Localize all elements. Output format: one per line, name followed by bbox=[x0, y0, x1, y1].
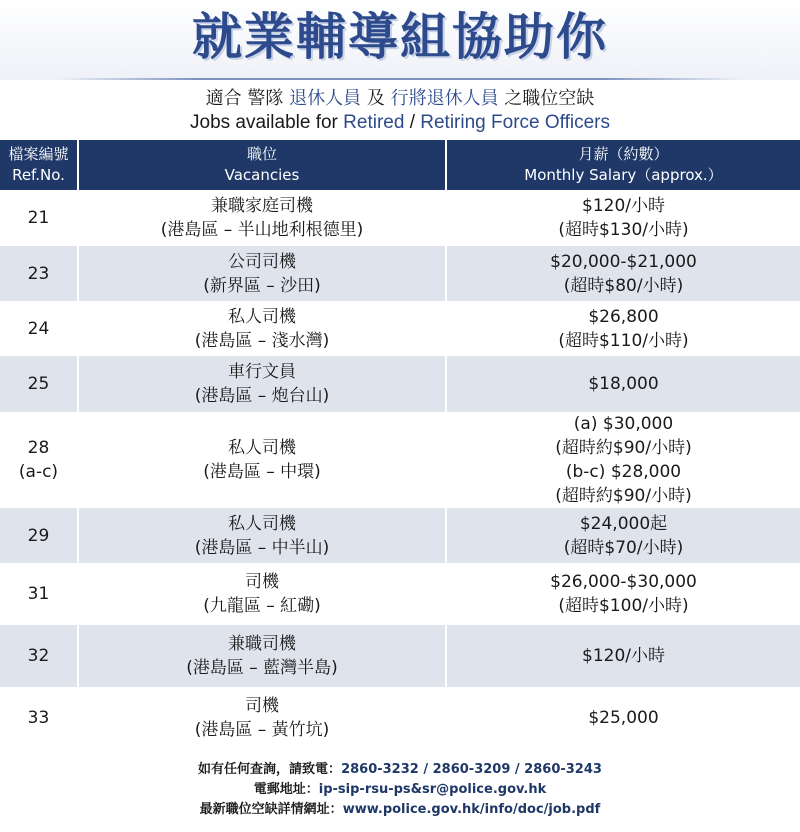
salary-cell bbox=[446, 687, 800, 749]
vacancy-line: 私人司機 bbox=[228, 306, 296, 327]
table-row bbox=[0, 246, 800, 301]
salary-cell bbox=[446, 301, 800, 356]
footer-email-label: 電郵地址： bbox=[253, 782, 319, 797]
ref-line: 31 bbox=[27, 584, 50, 604]
header-ref bbox=[0, 140, 78, 190]
salary-line: (超時$100/小時) bbox=[558, 596, 689, 616]
subtitle-en-retiring: Retiring Force Officers bbox=[420, 112, 610, 133]
ref-line: 29 bbox=[27, 525, 50, 546]
header-ref-cn: 檔案編號 bbox=[8, 145, 69, 163]
ref-cell bbox=[0, 563, 78, 625]
subtitle-cn-retired: 退休人員 bbox=[289, 88, 362, 109]
salary-line: $26,800 bbox=[588, 306, 659, 327]
vacancy-cell bbox=[78, 246, 446, 301]
salary-line: $25,000 bbox=[588, 708, 659, 728]
salary-line: (超時$110/小時) bbox=[558, 330, 689, 351]
salary-line: (超時$70/小時) bbox=[563, 537, 684, 558]
footer-url-link[interactable]: www.police.gov.hk/info/doc/job.pdf bbox=[342, 802, 601, 817]
footer-email-value[interactable]: ip-sip-rsu-ps&sr@police.gov.hk bbox=[318, 782, 547, 797]
header-vacancy-en: Vacancies bbox=[224, 166, 300, 184]
vacancy-line: 公司司機 bbox=[228, 251, 296, 272]
footer-phone-label: 如有任何查詢，請致電： bbox=[198, 762, 342, 777]
ref-cell bbox=[0, 625, 78, 687]
ref-line: 21 bbox=[27, 208, 50, 228]
header-vacancy bbox=[78, 140, 446, 190]
salary-line: $24,000起 bbox=[579, 513, 668, 534]
subtitle-en-retired: Retired bbox=[343, 112, 405, 133]
vacancy-line: (港島區 – 中環) bbox=[203, 462, 321, 482]
vacancy-line: (港島區 – 淺水灣) bbox=[194, 330, 330, 351]
subtitle-cn-mid: 及 bbox=[361, 88, 391, 109]
vacancy-line: 兼職司機 bbox=[228, 634, 296, 654]
salary-line: (超時$80/小時) bbox=[563, 275, 684, 296]
vacancy-line: 私人司機 bbox=[228, 438, 296, 458]
salary-cell bbox=[446, 625, 800, 687]
table-row bbox=[0, 412, 800, 508]
vacancy-line: 司機 bbox=[245, 572, 279, 592]
contact-footer bbox=[0, 760, 800, 820]
subtitle-chinese bbox=[0, 86, 800, 112]
footer-email-line bbox=[0, 780, 800, 800]
vacancy-line: (港島區 – 藍灣半島) bbox=[186, 658, 338, 678]
subtitle-cn-prefix: 適合 警隊 bbox=[205, 88, 290, 109]
ref-line: 28 bbox=[27, 438, 50, 458]
salary-line: $120/小時 bbox=[582, 646, 665, 666]
table-body bbox=[0, 190, 800, 749]
header-salary-en: Monthly Salary（approx.） bbox=[524, 166, 723, 184]
subtitle-english bbox=[0, 110, 800, 136]
table-header-row bbox=[0, 140, 800, 190]
title-divider bbox=[60, 78, 740, 80]
vacancy-cell bbox=[78, 625, 446, 687]
vacancy-cell bbox=[78, 508, 446, 563]
vacancy-table bbox=[0, 140, 800, 749]
vacancy-line: (港島區 – 半山地利根德里) bbox=[160, 220, 364, 240]
footer-phone-line bbox=[0, 760, 800, 780]
vacancy-cell bbox=[78, 412, 446, 508]
header-salary-cn: 月薪（約數） bbox=[578, 145, 669, 163]
vacancy-line: 司機 bbox=[245, 696, 279, 716]
table-row bbox=[0, 356, 800, 412]
salary-line: (b-c) $28,000 bbox=[565, 462, 682, 482]
vacancy-line: (港島區 – 炮台山) bbox=[194, 386, 330, 406]
ref-line: 24 bbox=[27, 318, 50, 339]
subtitle-en-sep: / bbox=[404, 112, 421, 133]
salary-line: (超時約$90/小時) bbox=[555, 486, 692, 506]
vacancy-cell bbox=[78, 356, 446, 412]
vacancy-line: (港島區 – 黃竹坑) bbox=[194, 720, 330, 740]
salary-cell bbox=[446, 563, 800, 625]
vacancy-line: (新界區 – 沙田) bbox=[203, 275, 321, 296]
ref-cell bbox=[0, 301, 78, 356]
vacancy-line: (九龍區 – 紅磡) bbox=[203, 596, 321, 616]
ref-line: 23 bbox=[27, 263, 50, 284]
vacancy-line: (港島區 – 中半山) bbox=[194, 537, 330, 558]
salary-cell bbox=[446, 508, 800, 563]
vacancy-line: 兼職家庭司機 bbox=[211, 196, 313, 216]
header-ref-en: Ref.No. bbox=[12, 166, 65, 184]
ref-line: 32 bbox=[27, 646, 50, 666]
ref-cell bbox=[0, 412, 78, 508]
ref-cell bbox=[0, 508, 78, 563]
ref-cell bbox=[0, 687, 78, 749]
salary-line: (a) $30,000 bbox=[573, 414, 674, 434]
ref-line: (a-c) bbox=[18, 462, 59, 482]
header-vacancy-cn: 職位 bbox=[246, 145, 277, 163]
ref-line: 25 bbox=[27, 374, 50, 394]
subtitle-en-prefix: Jobs available for bbox=[190, 112, 344, 133]
salary-cell bbox=[446, 190, 800, 246]
subtitle-cn-suffix: 之職位空缺 bbox=[498, 88, 595, 109]
salary-line: $18,000 bbox=[588, 374, 659, 394]
table-row bbox=[0, 625, 800, 687]
table-row bbox=[0, 508, 800, 563]
salary-line: $26,000-$30,000 bbox=[550, 572, 697, 592]
table-row bbox=[0, 563, 800, 625]
vacancy-cell bbox=[78, 687, 446, 749]
ref-cell bbox=[0, 190, 78, 246]
salary-cell bbox=[446, 356, 800, 412]
vacancy-cell bbox=[78, 563, 446, 625]
salary-line: (超時$130/小時) bbox=[558, 220, 689, 240]
salary-cell bbox=[446, 412, 800, 508]
footer-url-line bbox=[0, 800, 800, 820]
vacancy-cell bbox=[78, 190, 446, 246]
table-row bbox=[0, 190, 800, 246]
salary-cell bbox=[446, 246, 800, 301]
salary-line: $120/小時 bbox=[582, 196, 665, 216]
vacancy-line: 私人司機 bbox=[228, 513, 296, 534]
salary-line: $20,000-$21,000 bbox=[550, 251, 697, 272]
subtitle-cn-retiring: 行將退休人員 bbox=[390, 88, 499, 109]
ref-cell bbox=[0, 356, 78, 412]
footer-url-label: 最新職位空缺詳情網址： bbox=[199, 802, 343, 817]
ref-line: 33 bbox=[27, 708, 50, 728]
ref-cell bbox=[0, 246, 78, 301]
table-row bbox=[0, 687, 800, 749]
vacancy-cell bbox=[78, 301, 446, 356]
page-title: 就業輔導組協助你 bbox=[192, 8, 608, 66]
footer-phone-value: 2860-3232 / 2860-3209 / 2860-3243 bbox=[341, 762, 602, 777]
salary-line: (超時約$90/小時) bbox=[555, 438, 692, 458]
header-salary bbox=[446, 140, 800, 190]
vacancy-line: 車行文員 bbox=[228, 362, 296, 382]
table-row bbox=[0, 301, 800, 356]
